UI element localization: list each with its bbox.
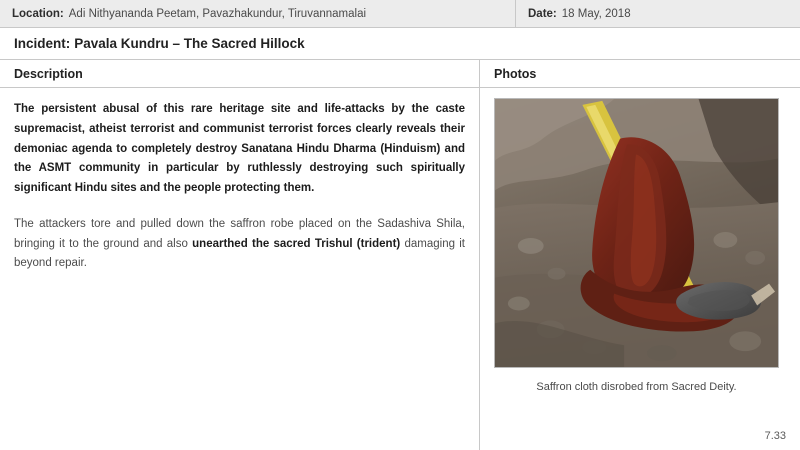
- incident-label: Incident:: [14, 36, 71, 51]
- location-cell: [0, 0, 516, 27]
- description-paragraph-2: [14, 215, 465, 274]
- column-header-row: [0, 60, 800, 88]
- paragraph-2-text-start: The attackers tore and pulled down the saffron robe placed on the Sadashiva Shila, bringing it to the ground and also: [14, 217, 465, 250]
- photos-column-header: Photos: [494, 66, 537, 81]
- date-cell: [516, 0, 800, 27]
- incident-row: [0, 28, 800, 60]
- content-body: [0, 88, 800, 450]
- photo-caption: Saffron cloth disrobed from Sacred Deity.: [536, 381, 737, 393]
- paragraph-2-text-end: damaging it beyond repair.: [14, 237, 466, 270]
- location-value: Adi Nithyananda Peetam, Pavazhakundur, Tiruvannamalai: [68, 7, 367, 20]
- description-column: [0, 88, 480, 450]
- date-label: Date:: [528, 7, 557, 20]
- description-column-header: Description: [0, 60, 480, 87]
- page-number: 7.33: [764, 430, 786, 442]
- paragraph-2-emphasis: unearthed the sacred Trishul (trident): [192, 237, 401, 250]
- incident-title: Pavala Kundru – The Sacred Hillock: [74, 36, 305, 51]
- date-value: 18 May, 2018: [561, 7, 631, 20]
- meta-bar: [0, 0, 800, 28]
- photos-column: [480, 88, 800, 450]
- photo-illustration: [495, 99, 778, 367]
- location-label: Location:: [12, 7, 64, 20]
- description-paragraph-1: The persistent abusal of this rare heritage site and life-attacks by the caste supremacist, atheist terrorist and communist terrorist forces clearly reveals their demoniac agenda to completely destroy Sanatana Hindu Dharma (Hinduism) and the ASMT community in particular by ruthlessly destroying such spiritually significant Hindu sites and the people protecting them.: [14, 103, 465, 195]
- saffron-cloth-photo: [494, 98, 779, 368]
